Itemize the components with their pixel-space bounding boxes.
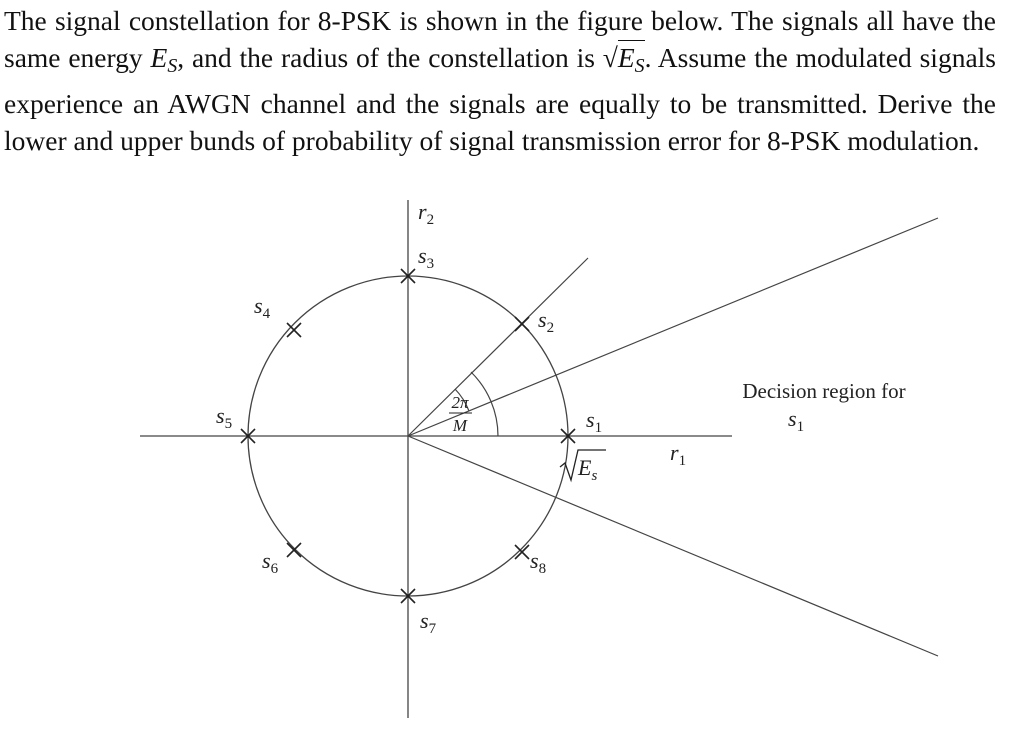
s3-label: $s_3$: [418, 243, 435, 272]
problem-text-part1: The signal constellation for 8-PSK is shown in the figure below. The signals all have the same energy: [4, 5, 996, 73]
s2-ray: [408, 258, 588, 436]
energy-symbol: E: [150, 42, 168, 73]
radius-energy-symbol: E: [617, 42, 635, 73]
energy-subscript: S: [167, 54, 178, 77]
problem-text-part2: , and the radius of the constellation is: [177, 42, 603, 73]
svg-text:M: M: [452, 416, 468, 435]
r1-axis-label: $r_1$: [670, 440, 687, 469]
sqrt-icon: √: [602, 42, 618, 73]
s7-label: $s_7$: [420, 608, 437, 637]
decision-boundary-lower: [408, 436, 938, 656]
decision-boundary-upper: [408, 218, 938, 436]
s4-marker: [287, 323, 301, 337]
s5-label: $s_5$: [216, 403, 233, 432]
s2-marker: [515, 317, 529, 331]
s8-label: $s_8$: [530, 548, 547, 577]
s6-marker: [287, 543, 301, 557]
s1-label: $s_1$: [586, 407, 603, 436]
decision-region-caption: Decision region for: [742, 379, 906, 403]
svg-text:2π: 2π: [451, 393, 469, 412]
decision-region-signal-label: $s_1$: [788, 406, 805, 435]
radius-energy-subscript: S: [634, 54, 645, 77]
s2-label: $s_2$: [538, 307, 555, 336]
r2-axis-label: $r_2$: [418, 199, 435, 228]
s8-marker: [515, 545, 529, 559]
s4-label: $s_4$: [254, 293, 271, 322]
problem-text-part3: . Assume the modulated signals experience an AWGN channel and the signals are equally to be transmitted. Derive the lower and upper bunds of probability of signal transmission error for 8-PSK modulation.: [4, 42, 996, 156]
svg-text:Es: $E_s$: [578, 455, 598, 484]
s6-label: $s_6$: [262, 548, 279, 577]
